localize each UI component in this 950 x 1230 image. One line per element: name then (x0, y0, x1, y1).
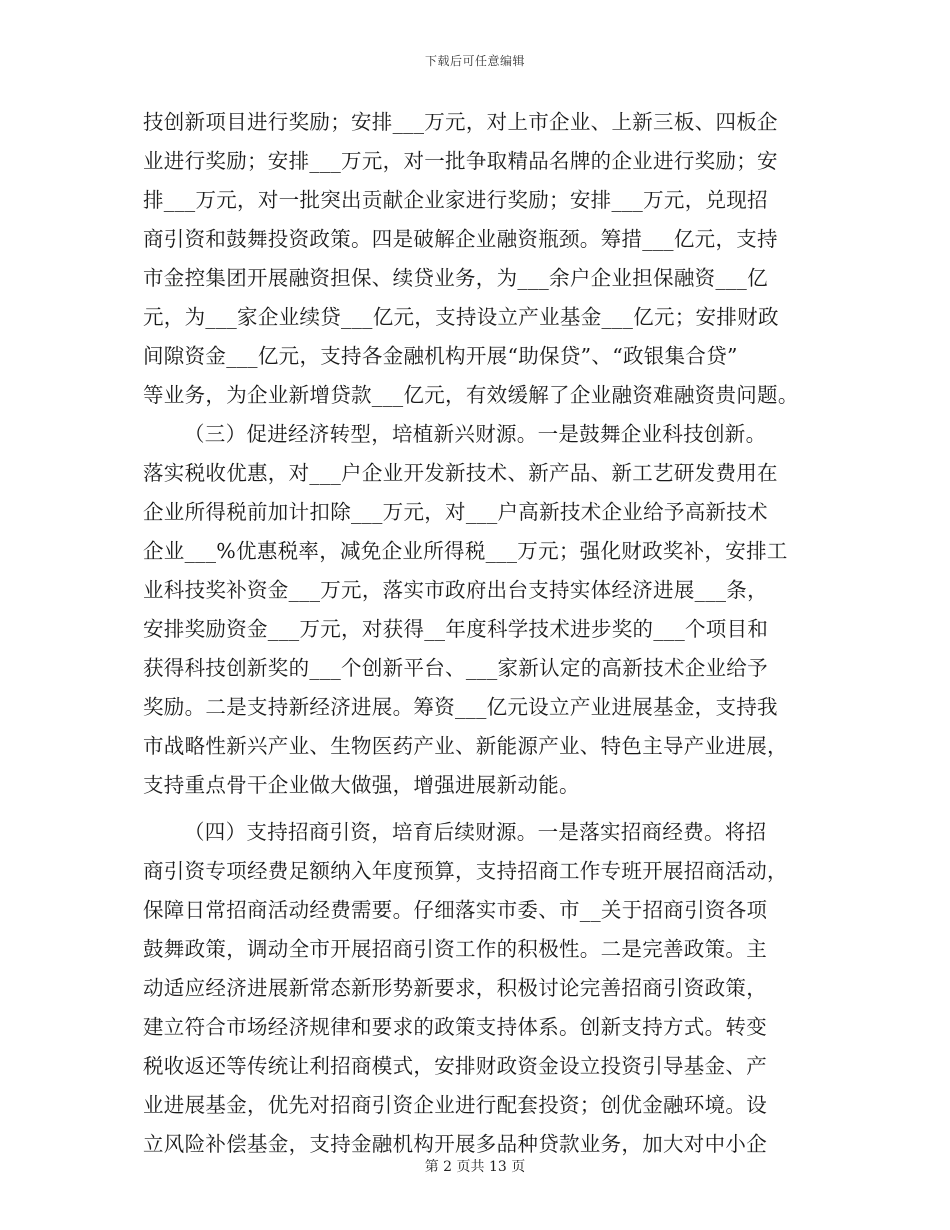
paragraph-start-line: （三）促进经济转型，培植新兴财源。一是鼓舞企业科技创新。 (184, 422, 767, 446)
text-line: 企业___%优惠税率，减免企业所得税___万元；强化财政奖补，安排工 (143, 539, 788, 563)
paragraph-start-line: （四）支持招商引资，培育后续财源。一是落实招商经费。将招 (184, 820, 767, 844)
text-line: 商引资专项经费足额纳入年度预算，支持招商工作专班开展招商活动， (143, 859, 788, 883)
text-line: 间隙资金___亿元，支持各金融机构开展“助保贷”、“政银集合贷” (143, 344, 738, 368)
text-line: 企业所得税前加计扣除___万元，对___户高新技术企业给予高新技术 (143, 500, 768, 524)
text-line: 商引资和鼓舞投资政策。四是破解企业融资瓶颈。筹措___亿元，支持 (143, 227, 778, 251)
text-line: 业进行奖励；安排___万元，对一批争取精品名牌的企业进行奖励；安 (143, 149, 778, 173)
text-line: 保障日常招商活动经费需要。仔细落实市委、市__关于招商引资各项 (143, 898, 768, 922)
text-line: 税收返还等传统让利招商模式，安排财政资金设立投资引导基金、产 (143, 1054, 767, 1078)
page-footer: 第 2 页共 13 页 (424, 1159, 526, 1175)
text-line: 业科技奖补资金___万元，落实市政府出台支持实体经济进展___条， (143, 578, 768, 602)
text-line: 市战略性新兴产业、生物医药产业、新能源产业、特色主导产业进展， (143, 734, 788, 758)
text-line: 立风险补偿基金，支持金融机构开展多品种贷款业务，加大对中小企 (143, 1132, 767, 1156)
text-line: 建立符合市场经济规律和要求的政策支持体系。创新支持方式。转变 (143, 1015, 767, 1039)
text-line: 技创新项目进行奖励；安排___万元，对上市企业、上新三板、四板企 (143, 110, 778, 134)
text-line: 落实税收优惠，对___户企业开发新技术、新产品、新工艺研发费用在 (143, 461, 778, 485)
paragraph-gap (143, 805, 808, 813)
text-line: 安排奖励资金___万元，对获得__年度科学技术进步奖的___个项目和 (143, 617, 769, 641)
text-line: 业进展基金，优先对招商引资企业进行配套投资；创优金融环境。设 (143, 1093, 767, 1117)
text-line: 排___万元，对一批突出贡献企业家进行奖励；安排___万元，兑现招 (143, 188, 768, 212)
text-line: 动适应经济进展新常态新形势新要求，积极讨论完善招商引资政策， (143, 976, 767, 1000)
text-line: 支持重点骨干企业做大做强，增强进展新动能。 (143, 773, 580, 797)
document-body (143, 103, 808, 1164)
page-header: 下载后可任意编辑 (424, 54, 525, 68)
text-line: 等业务，为企业新增贷款___亿元，有效缓解了企业融资难融资贵问题。 (143, 383, 799, 407)
text-line: 鼓舞政策，调动全市开展招商引资工作的积极性。二是完善政策。主 (143, 937, 767, 961)
text-line: 市金控集团开展融资担保、续贷业务，为___余户企业担保融资___亿 (143, 266, 768, 290)
text-line: 元，为___家企业续贷___亿元，支持设立产业基金___亿元；安排财政 (143, 305, 779, 329)
text-line: 奖励。二是支持新经济进展。筹资___亿元设立产业进展基金，支持我 (143, 695, 778, 719)
text-line: 获得科技创新奖的___个创新平台、___家新认定的高新技术企业给予 (143, 656, 768, 680)
